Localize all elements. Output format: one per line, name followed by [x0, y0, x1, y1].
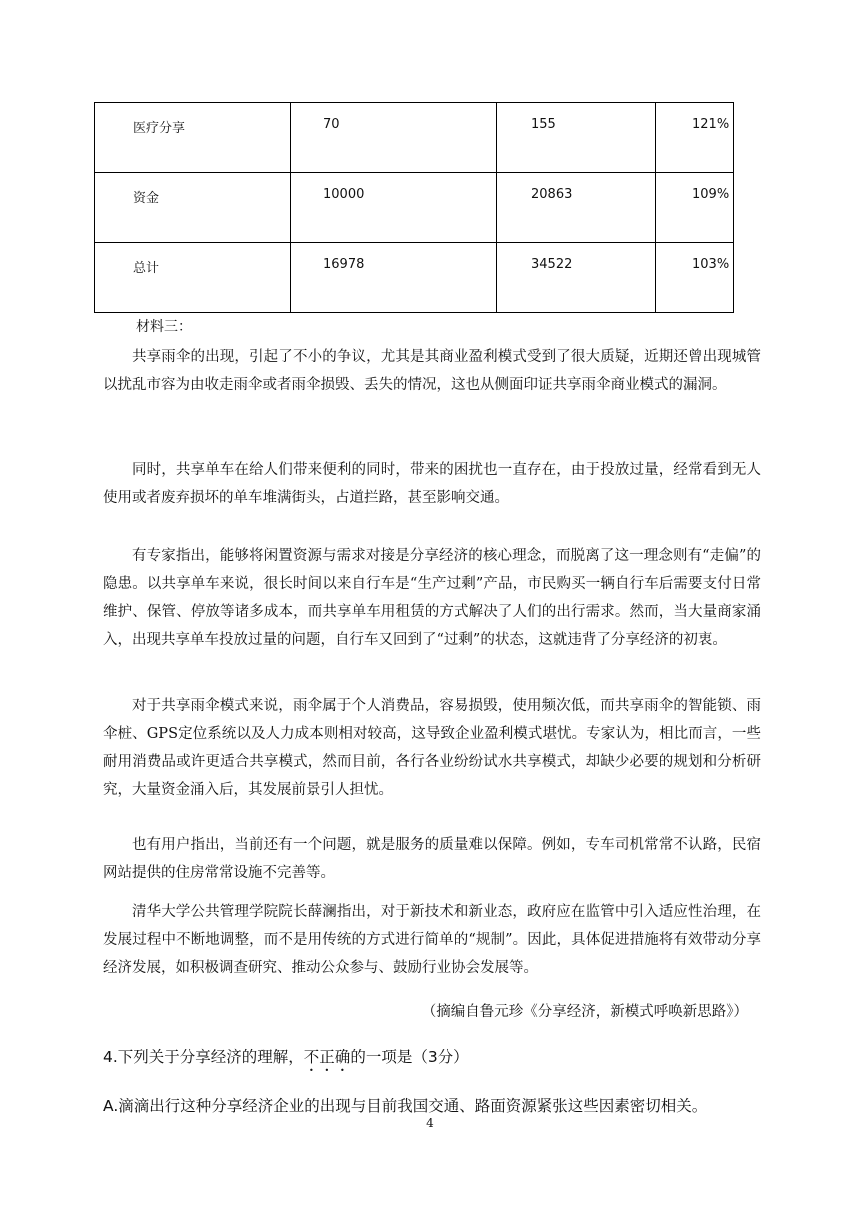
question-prefix: 4.下列关于分享经济的理解， — [103, 1048, 304, 1066]
question-stem — [103, 1045, 469, 1075]
table-cell: 70 — [291, 103, 497, 173]
paragraph: 对于共享雨伞模式来说，雨伞属于个人消费品，容易损毁，使用频次低，而共享雨伞的智能锁、雨伞桩、GPS定位系统以及人力成本则相对较高，这导致企业盈利模式堪忧。专家认为，相比而言，一些耐用消费品或许更适合共享模式，然而目前，各行各业纷纷试水共享模式，却缺少必要的规划和分析研究，大量资金涌入后，其发展前景引人担忧。 — [103, 697, 761, 798]
table-cell: 资金 — [95, 173, 291, 243]
page-number: 4 — [426, 1116, 434, 1130]
paragraph: 清华大学公共管理学院院长薛澜指出，对于新技术和新业态，政府应在监管中引入适应性治理，在发展过程中不断地调整，而不是用传统的方式进行简单的“规制”。因此，具体促进措施将有效带动分享经济发展，如积极调查研究、推动公众参与、鼓励行业协会发展等。 — [103, 903, 761, 976]
table-cell: 总计 — [95, 243, 291, 313]
paragraph: 共享雨伞的出现，引起了不小的争议，尤其是其商业盈利模式受到了很大质疑，近期还曾出现城管以扰乱市容为由收走雨伞或者雨伞损毁、丢失的情况，这也从侧面印证共享雨伞商业模式的漏洞。 — [103, 348, 761, 393]
question-suffix: 的一项是（3分） — [350, 1048, 469, 1066]
table-cell: 16978 — [291, 243, 497, 313]
table-cell: 34522 — [497, 243, 656, 313]
table-cell: 103% — [656, 243, 734, 313]
section-title: 材料三： — [136, 319, 192, 335]
table-cell: 121% — [656, 103, 734, 173]
table-row — [95, 173, 734, 243]
question-emphasis: 不正确 — [303, 1048, 351, 1066]
table-cell: 109% — [656, 173, 734, 243]
paragraph: 有专家指出，能够将闲置资源与需求对接是分享经济的核心理念，而脱离了这一理念则有“走偏”的隐患。以共享单车来说，很长时间以来自行车是“生产过剩”产品，市民购买一辆自行车后需要支付日常维护、保管、停放等诸多成本，而共享单车用租赁的方式解决了人们的出行需求。然而，当大量商家涌入，出现共享单车投放过量的问题，自行车又回到了“过剩”的状态，这就违背了分享经济的初衷。 — [103, 547, 761, 648]
table-row — [95, 103, 734, 173]
paragraph: 也有用户指出，当前还有一个问题，就是服务的质量难以保障。例如，专车司机常常不认路，民宿网站提供的住房常常设施不完善等。 — [103, 836, 761, 881]
table-cell: 医疗分享 — [95, 103, 291, 173]
paragraph: 同时，共享单车在给人们带来便利的同时，带来的困扰也一直存在，由于投放过量，经常看到无人使用或者废弃损坏的单车堆满街头，占道拦路，甚至影响交通。 — [103, 461, 761, 506]
table-row — [95, 243, 734, 313]
option-a: A.滴滴出行这种分享经济企业的出现与目前我国交通、路面资源紧张这些因素密切相关。 — [103, 1097, 708, 1115]
source-citation: （摘编自鲁元珍《分享经济，新模式呼唤新思路》） — [421, 1004, 748, 1020]
table-cell: 20863 — [497, 173, 656, 243]
data-table — [94, 102, 734, 313]
table-cell: 10000 — [291, 173, 497, 243]
table-cell: 155 — [497, 103, 656, 173]
